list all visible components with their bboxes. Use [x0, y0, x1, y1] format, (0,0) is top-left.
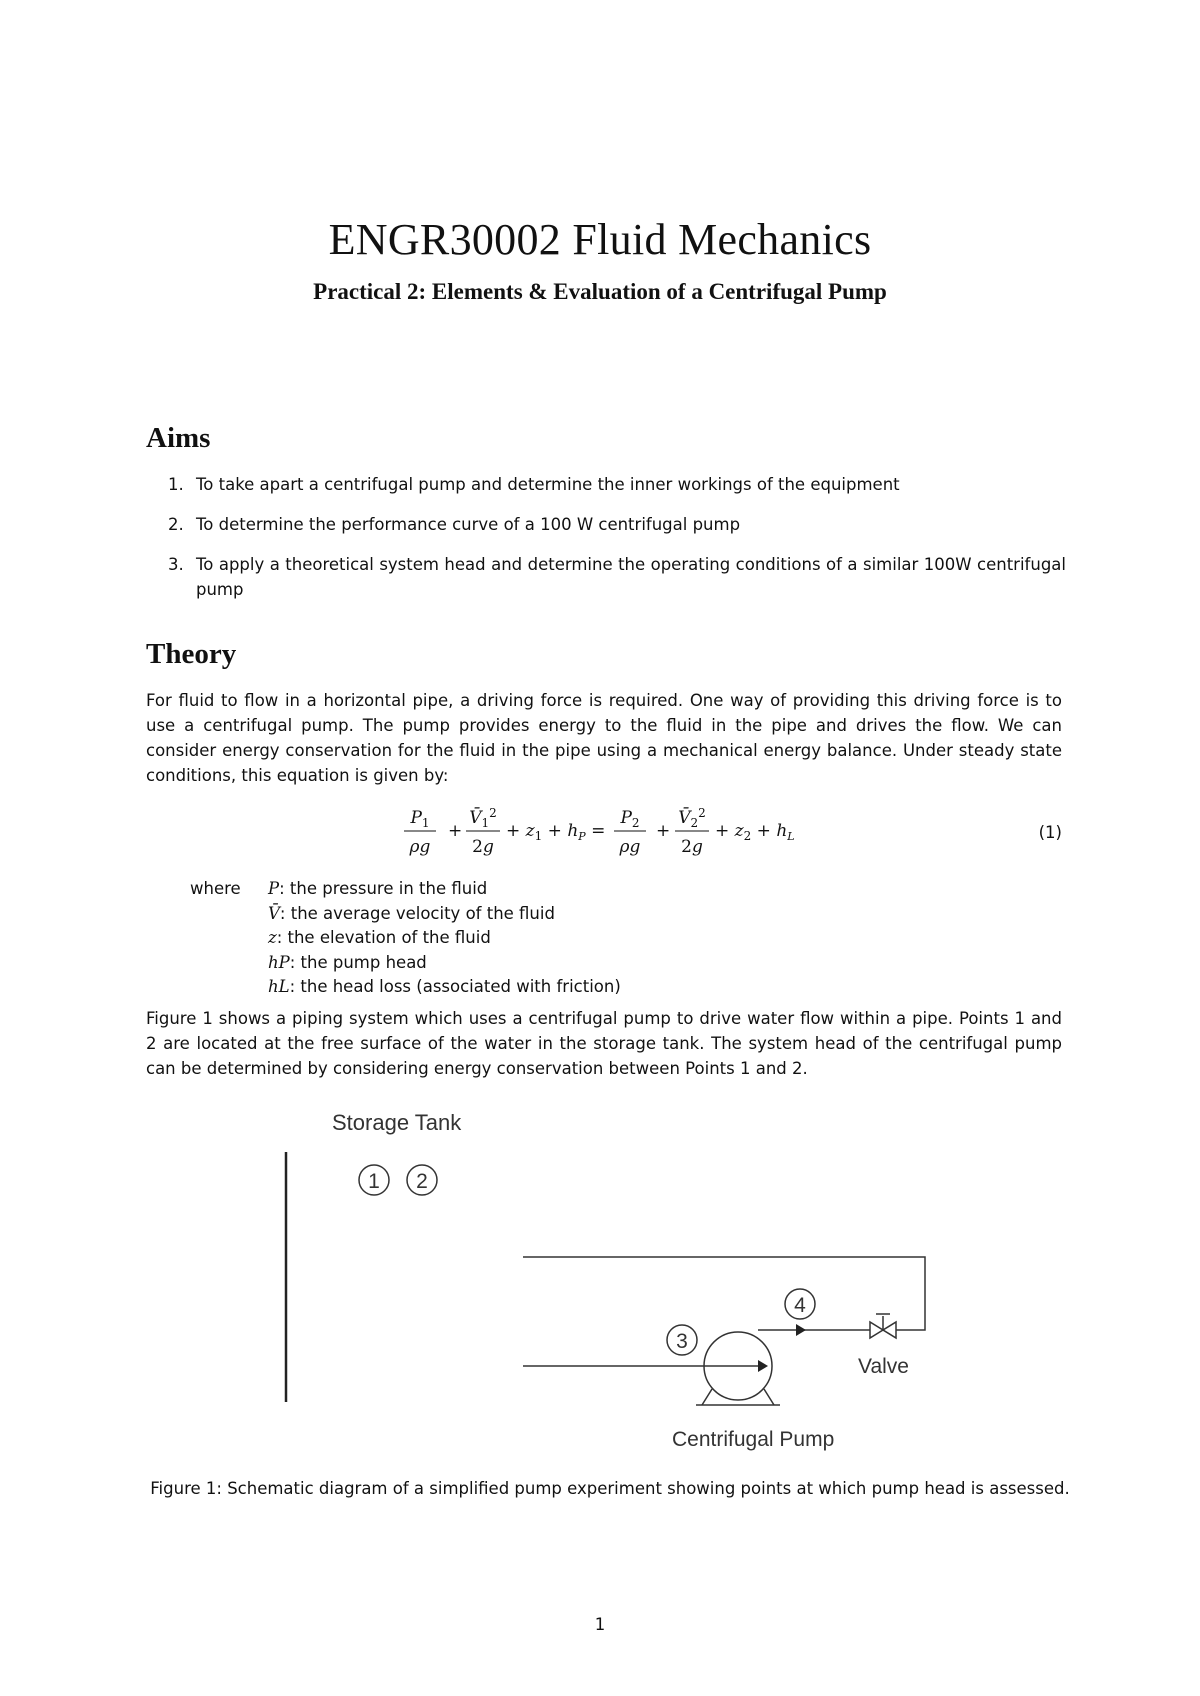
valve-icon: [870, 1322, 883, 1338]
storage-tank-label: Storage Tank: [332, 1110, 462, 1135]
svg-text:V̄12: $V̄_1^2$: [469, 806, 497, 830]
flow-arrow-icon: [796, 1324, 806, 1336]
definition-symbol: hP: [268, 952, 290, 972]
svg-text:+ z1 + hP =: + $z_1 + h_P$ =: [506, 821, 606, 843]
equation-graphic: [0, 800, 1200, 862]
definition-text: : the pump head: [289, 952, 427, 972]
figure-intro-paragraph: Figure 1 shows a piping system which uses a centrifugal pump to drive water flow within a pipe. Points 1 and 2 are located at the free surface of the water in the storage tank. The system head of the centrifugal pump can be determined by considering energy conservation between Points 1 and 2.: [146, 1009, 1062, 1078]
document-subtitle: Practical 2: Elements & Evaluation of a Centrifugal Pump: [313, 279, 887, 304]
definition-symbol: hL: [268, 977, 290, 996]
valve-label: Valve: [858, 1355, 909, 1378]
svg-text:2g: 2g: [472, 837, 494, 857]
equation-number: (1): [1038, 823, 1062, 842]
aims-item-number: 2.: [168, 515, 184, 534]
valve-icon: [883, 1322, 896, 1338]
definition-item: [268, 950, 868, 975]
definition-symbol: z: [268, 928, 277, 947]
svg-text:+ z2 + hL: + $z_2 + h_L$: [715, 821, 795, 843]
theory-paragraph: For fluid to flow in a horizontal pipe, a driving force is required. One way of providing this driving force is to use a centrifugal pump. The pump provides energy to the fluid in the pipe and drives the flow. We can consider energy conservation for the fluid in the pipe using a mechanical energy balance. Under steady state conditions, this equation is given by:: [146, 691, 1062, 785]
svg-text:ρg: ρg: [409, 837, 431, 857]
aims-item-text: To take apart a centrifugal pump and determine the inner workings of the equipment: [196, 475, 900, 494]
document-title: ENGR30002 Fluid Mechanics: [328, 215, 872, 264]
energy-balance-equation: [0, 800, 1200, 862]
pump-leg: [702, 1389, 712, 1405]
point-marker-label: 2: [416, 1170, 428, 1193]
aims-item-text: To determine the performance curve of a 100 W centrifugal pump: [196, 515, 741, 534]
return-pipe: [523, 1257, 925, 1330]
svg-text:ρg: ρg: [619, 837, 641, 857]
svg-text:P2: $P_2$: [620, 808, 640, 830]
pump-schematic: [270, 1100, 950, 1470]
definition-text: : the head loss (associated with friction): [289, 977, 621, 996]
page-number: 1: [594, 1615, 606, 1634]
svg-text:2g: 2g: [681, 837, 703, 857]
aims-item-number: 1.: [168, 475, 184, 494]
definition-item: [268, 925, 868, 950]
definition-item: [268, 901, 868, 926]
svg-text:V̄22: $V̄_2^2$: [678, 806, 706, 830]
svg-text:P1: $P_1$: [410, 808, 430, 830]
definition-text: : the pressure in the fluid: [279, 879, 488, 898]
where-label: where: [190, 879, 241, 898]
definition-item: [268, 876, 868, 901]
aims-item: [146, 512, 1066, 537]
aims-item-text: To apply a theoretical system head and determine the operating conditions of a similar 100W centrifugal pump: [196, 555, 1066, 599]
definition-item: [268, 974, 868, 999]
aims-item: [146, 552, 1066, 602]
svg-text:+: +: [448, 821, 463, 841]
definition-list: [268, 876, 868, 999]
aims-heading: Aims: [146, 422, 211, 454]
aims-list: [146, 472, 1066, 617]
theory-heading: Theory: [146, 638, 237, 670]
definition-text: : the elevation of the fluid: [276, 928, 491, 947]
point-marker-label: 4: [794, 1294, 806, 1317]
aims-item: [146, 472, 1066, 497]
point-marker-label: 1: [368, 1170, 380, 1193]
pump-label: Centrifugal Pump: [672, 1428, 835, 1451]
definition-text: : the average velocity of the fluid: [279, 903, 555, 923]
flow-arrow-icon: [758, 1360, 768, 1372]
definition-symbol: V̄: [268, 903, 280, 923]
aims-item-number: 3.: [168, 555, 184, 574]
point-marker-label: 3: [676, 1330, 688, 1353]
definition-symbol: P: [268, 879, 280, 898]
pump-leg: [764, 1389, 774, 1405]
svg-text:+: +: [656, 821, 671, 841]
figure-caption: Figure 1: Schematic diagram of a simplified pump experiment showing points at which pump head is assessed.: [150, 1479, 1070, 1498]
